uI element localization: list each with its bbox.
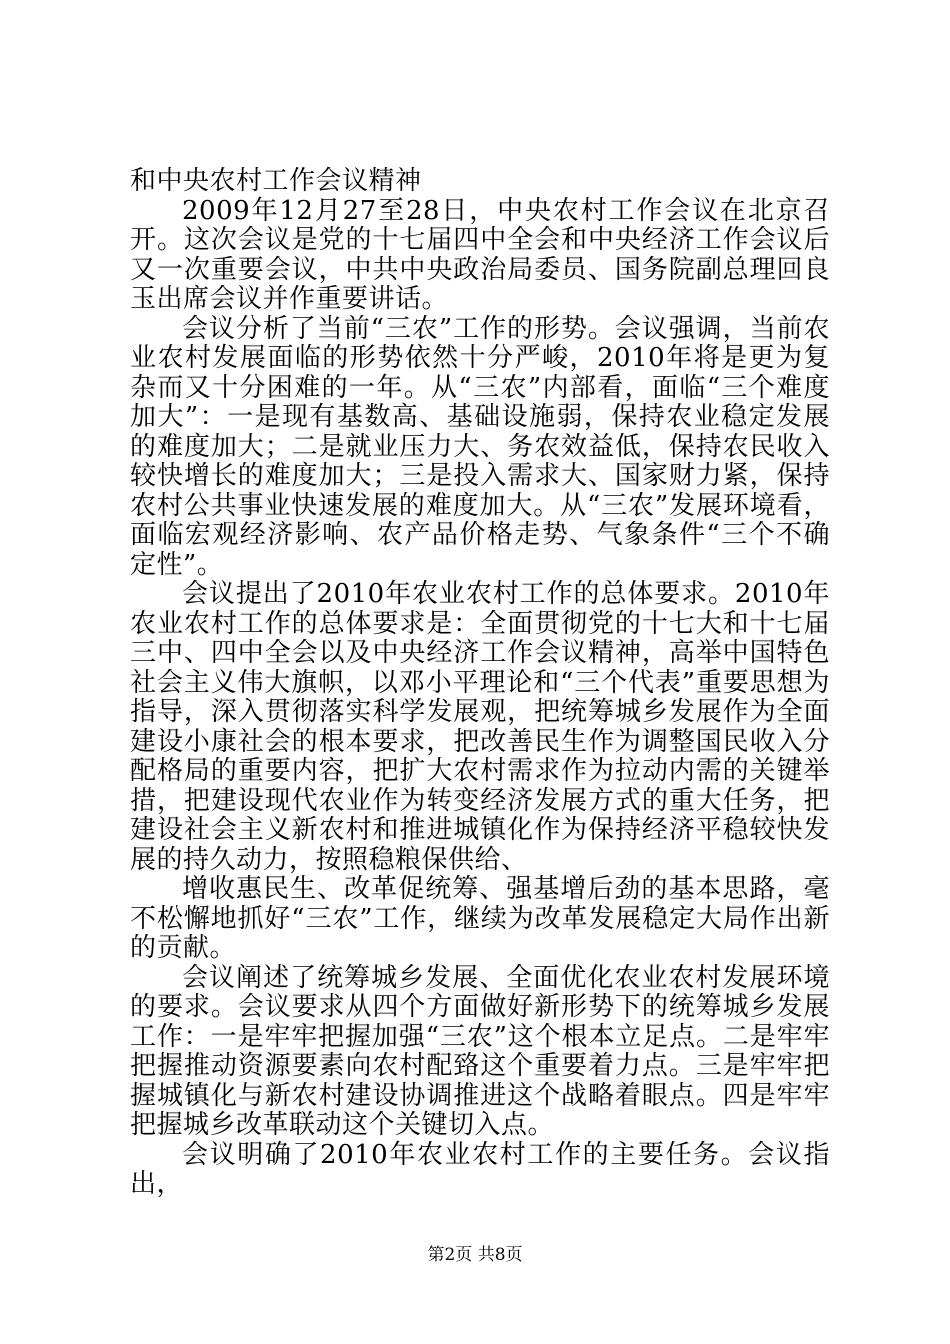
paragraph-6: 会议阐述了统筹城乡发展、全面优化农业农村发展环境的要求。会议要求从四个方面做好新形势下的统筹城乡发展工作：一是牢牢把握加强“三农”这个根本立足点。二是牢牢把握推动资源要素向农村配臵这个重要着力点。三是牢牢把握城镇化与新农村建设协调推进这个战略着眼点。四是牢牢把握城乡改革联动这个关键切入点。 (130, 962, 830, 1140)
document-body (130, 167, 830, 1200)
page-number-label: 第2页 共8页 (427, 1245, 523, 1265)
paragraph-4: 会议提出了2010年农业农村工作的总体要求。2010年农业农村工作的总体要求是：全面贯彻党的十七大和十七届三中、四中全会以及中央经济工作会议精神，高举中国特色社会主义伟大旗帜，以邓小平理论和“三个代表”重要思想为指导，深入贯彻落实科学发展观，把统筹城乡发展作为全面建设小康社会的根本要求，把改善民生作为调整国民收入分配格局的重要内容，把扩大农村需求作为拉动内需的关键举措，把建设现代农业作为转变经济发展方式的重大任务，把建设社会主义新农村和推进城镇化作为保持经济平稳较快发展的持久动力，按照稳粮保供给、 (130, 579, 830, 875)
paragraph-2: 2009年12月27至28日，中央农村工作会议在北京召开。这次会议是党的十七届四中全会和中央经济工作会议后又一次重要会议，中共中央政治局委员、国务院副总理回良玉出席会议并作重要讲话。 (130, 195, 830, 314)
paragraph-3: 会议分析了当前“三农”工作的形势。会议强调，当前农业农村发展面临的形势依然十分严峻，2010年将是更为复杂而又十分困难的一年。从“三农”内部看，面临“三个难度加大”：一是现有基数高、基础设施弱，保持农业稳定发展的难度加大；二是就业压力大、务农效益低，保持农民收入较快增长的难度加大；三是投入需求大、国家财力紧，保持农村公共事业快速发展的难度加大。从“三农”发展环境看，面临宏观经济影响、农产品价格走势、气象条件“三个不确定性”。 (130, 313, 830, 580)
paragraph-5: 增收惠民生、改革促统筹、强基增后劲的基本思路，毫不松懈地抓好“三农”工作，继续为改革发展稳定大局作出新的贡献。 (130, 874, 830, 963)
paragraph-1: 和中央农村工作会议精神 (130, 166, 422, 196)
page-footer (0, 1245, 950, 1265)
paragraph-7: 会议明确了2010年农业农村工作的主要任务。会议指出， (130, 1139, 830, 1199)
